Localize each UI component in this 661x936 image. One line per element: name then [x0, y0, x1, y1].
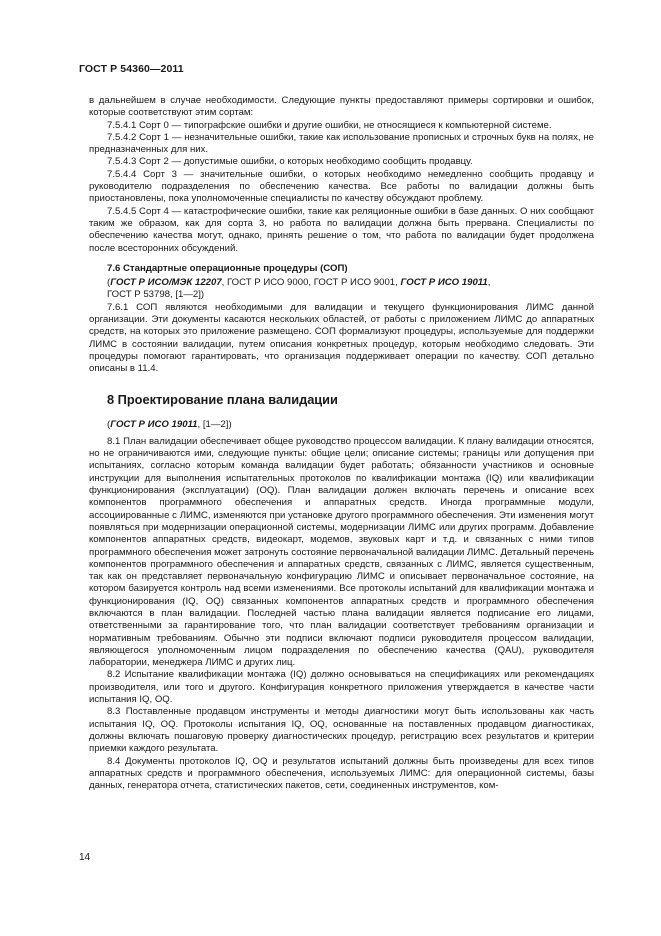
section-8-references	[89, 419, 594, 431]
document-header: ГОСТ Р 54360—2011	[79, 63, 184, 75]
ref-text: , ГОСТ Р ИСО 9000, ГОСТ Р ИСО 9001,	[221, 277, 401, 289]
ref-open: (	[107, 418, 111, 430]
ref-gost-iso-iec-12207: ГОСТ Р ИСО/МЭК 12207	[110, 277, 222, 289]
ref-open: (	[107, 277, 111, 289]
section-8-title: 8 Проектирование плана валидации	[107, 391, 338, 407]
paragraph-8-1: 8.1 План валидации обеспечивает общее руководство процессом валидации. К плану валидации относятся, но не ограничиваются ими, следующие пункты: общие цели; описание системы; границы или допущения при испытаниях, согласно которым команда валидации будет работать; обязанности участников и основные инструкции для выполнения испытательных протоколов по квалификации монтажа (IQ) или квалификации функционирования (эксплуатации) (OQ). План валидации должен включать перечень и описание всех компонентов программного обеспечения и аппаратных средств. Иногда программные модули, ассоциированные с ЛИМС, изменяются при установке другого программного обеспечения. Эти изменения могут появляться при модернизации операционной системы, модернизации ЛИМС или других программ. Добавление компонентов аппаратных средств, видеокарт, модемов, звуковых карт и т.д. и связанных с ними типов программного обеспечения может затронуть состояние первоначальной валидации ЛИМС. Детальный перечень компонентов программного обеспечения и аппаратных средств, связанных с ЛИМС, является существенным, так как он представляет первоначальную конфигурацию ЛИМС и описывает первоначальное состояние, на котором базируется контроль над всеми изменениями. Все протоколы испытаний для квалификации монтажа и функционирования (IQ, OQ) связанных компонентов аппаратных средств и программного обеспечения включаются в план валидации. Последней частью плана валидации является подписание его лицами, ответственными за гарантирование того, что план валидации соответствует требованиям организации и нормативным требованиям. Обычно эти подписи включают подписи руководителя процессом валидации, являющегося уполномоченным лицом подразделения по обеспечению качества (QAU), руководителя лаборатории, менеджера ЛИМС и других лиц.	[89, 435, 594, 669]
paragraph-7-5-4-2: 7.5.4.2 Сорт 1 — незначительные ошибки, такие как использование прописных и строчных букв на полях, не предназначенных для них.	[89, 131, 594, 156]
ref-line-2: ГОСТ Р 53798, [1—2])	[107, 289, 205, 301]
paragraph-7-5-4-5: 7.5.4.5 Сорт 4 — катастрофические ошибки, такие как реляционные ошибки в базе данных. О них сообщают таким же образом, как для сорта 3, но работа по валидации должна быть прервана. Специалисты по обеспечению качества могут, однако, принять решение о том, что работа по валидации будет продолжена после всесторонних обсуждений.	[89, 205, 594, 254]
paragraph-8-2: 8.2 Испытание квалификации монтажа (IQ) должно основываться на спецификациях или рекомендациях производителя, или того и другого. Конфигурация конкретного приложения утверждается в качестве части испытания IQ, OQ.	[89, 669, 594, 706]
paragraph-7-5-4-3: 7.5.4.3 Сорт 2 — допустимые ошибки, о которых необходимо сообщить продавцу.	[107, 156, 473, 168]
section-7-6-references	[89, 277, 594, 302]
page-number: 14	[79, 852, 91, 863]
document-body	[89, 95, 594, 792]
paragraph-7-5-4-1: 7.5.4.1 Сорт 0 — типографские ошибки и другие ошибки, не относящиеся к компьютерной системе.	[107, 119, 552, 131]
ref-text: , [1—2])	[197, 418, 232, 430]
paragraph-7-6-1: 7.6.1 СОП являются необходимыми для валидации и текущего функционирования ЛИМС данной организации. Эти документы касаются нескольких областей, от работы с приложением ЛИМС до аппаратных средств, на которых это приложение размещено. СОП формализуют процедуры, используемые для поддержки ЛИМС в состоянии валидации, путем описания конкретных процедур, которым необходимо следовать. Эти процедуры помогают гарантировать, что организация поддерживает операции по качеству. СОП детально описаны в 11.4.	[89, 301, 594, 375]
ref-text: ,	[487, 277, 491, 289]
paragraph-8-3: 8.3 Поставленные продавцом инструменты и методы диагностики могут быть использованы как часть испытания IQ, OQ. Протоколы испытания IQ, OQ, основанные на поставленных продавцом диагностиках, должны включать пошаговую проверку диагностических процедур, регистрацию всех результатов и критерии приемки каждого результата.	[89, 706, 594, 755]
ref-gost-iso-19011: ГОСТ Р ИСО 19011	[110, 418, 198, 430]
section-7-6-title: 7.6 Стандартные операционные процедуры (СОП)	[107, 262, 348, 274]
paragraph-7-5-4-4: 7.5.4.4 Сорт 3 — значительные ошибки, о которых необходимо немедленно сообщить продавцу и руководителю подразделения по обеспечению качества. Все работы по валидации должны быть приостановлены, пока уполномоченные специалисты по качеству обсуждают проблему.	[89, 168, 594, 205]
paragraph: в дальнейшем в случае необходимости. Следующие пункты предоставляют примеры сортировки и ошибок, которые соответствуют этим сортам:	[89, 95, 594, 119]
ref-gost-iso-19011: ГОСТ Р ИСО 19011	[400, 277, 488, 289]
paragraph-8-4: 8.4 Документы протоколов IQ, OQ и результатов испытаний должны быть произведены для всех типов аппаратных средств и программного обеспечения, используемых ЛИМС: для операционной системы, базы данных, генератора отчета, статистических пакетов, сети, соединенных инструментов, ком-	[89, 755, 594, 792]
